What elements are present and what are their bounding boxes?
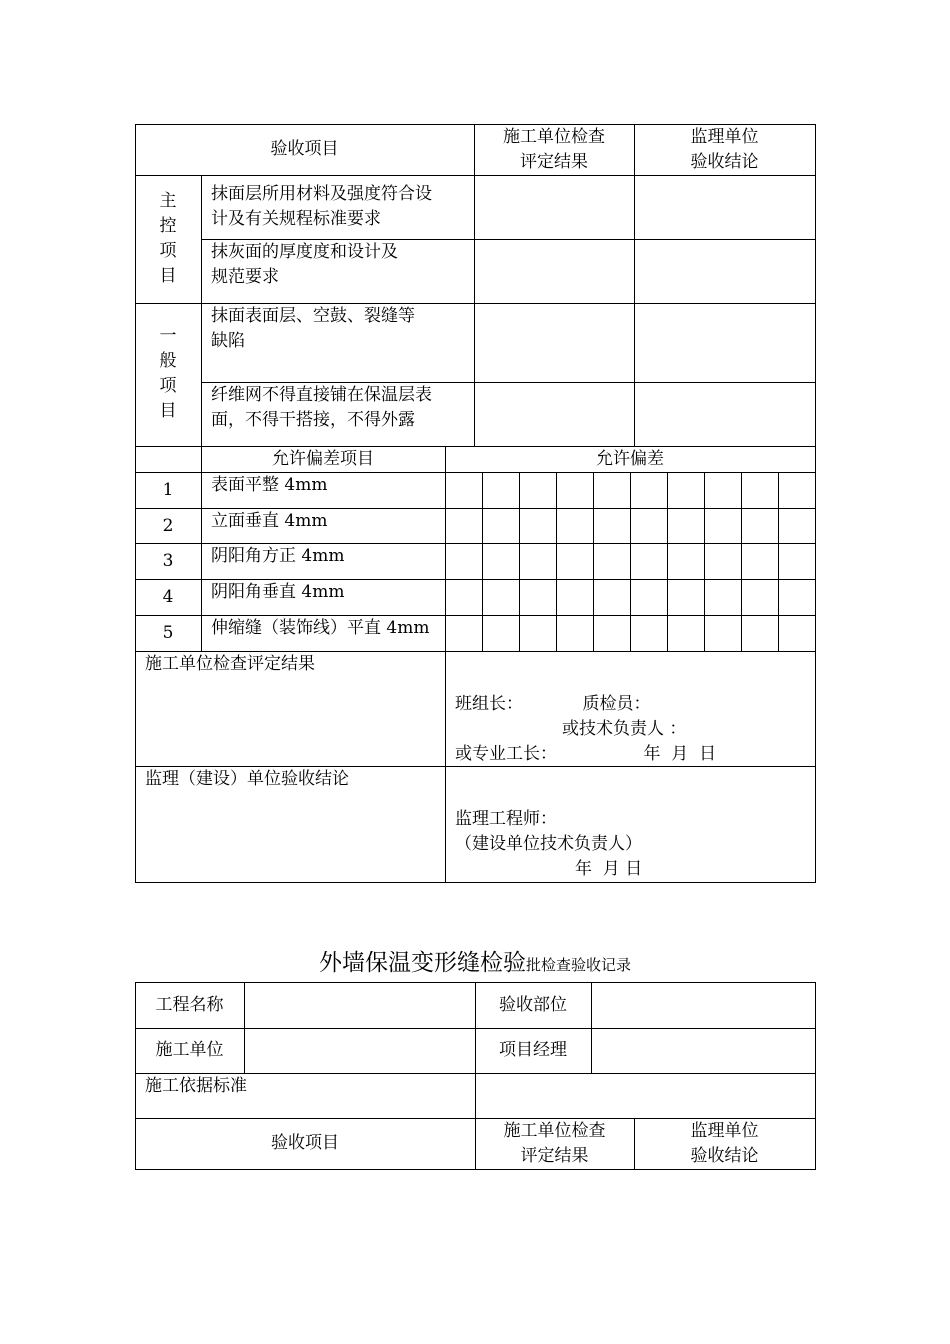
header-contractor-line1: 施工单位检查 (503, 127, 605, 147)
general-label-char: 一 (159, 326, 177, 346)
contractor-result-line2: 或技术负责人 ： (562, 719, 687, 739)
main-control-item-1-line1: 抹面层所用材料及强度符合设 (211, 184, 432, 204)
supervisor-result-label: 监理（建设）单位验收结论 (145, 769, 349, 789)
main-control-item-2-line2: 规范要求 (211, 267, 279, 287)
general-label-char: 项 (159, 376, 177, 396)
main-control-label-char: 项 (159, 241, 177, 261)
deviation-row-no: 4 (162, 587, 174, 607)
header-contractor-line2: 评定结果 (520, 1146, 589, 1166)
supervisor-result-line1: 监理工程师： (455, 809, 557, 829)
main-control-label-char: 控 (159, 216, 177, 236)
general-item-2-line1: 纤维网不得直接铺在保温层表 (211, 385, 432, 405)
deviation-row-item: 表面平整 4mm (211, 475, 328, 495)
general-label-char: 目 (159, 401, 177, 421)
supervisor-result-line3: 年 月 日 (575, 859, 643, 879)
construction-standard-label: 施工依据标准 (145, 1076, 247, 1096)
header-contractor-line1: 施工单位检查 (503, 1121, 606, 1141)
contractor-result-label: 施工单位检查评定结果 (145, 654, 315, 674)
main-control-item-1-line2: 计及有关规程标准要求 (211, 209, 381, 229)
header-item: 验收项目 (271, 1133, 339, 1153)
general-label-char: 般 (159, 351, 177, 371)
deviation-row-no: 3 (162, 551, 174, 571)
deviation-row-no: 2 (162, 516, 174, 536)
header-supervisor-line2: 验收结论 (690, 152, 759, 172)
acceptance-part-label: 验收部位 (499, 995, 567, 1015)
header-item: 验收项目 (270, 139, 339, 159)
header-supervisor-line1: 监理单位 (690, 1121, 759, 1141)
deviation-row-item: 伸缩缝（装饰线）平直 4mm (211, 618, 430, 638)
main-control-item-2-line1: 抹灰面的厚度度和设计及 (211, 242, 398, 262)
deviation-row-item: 立面垂直 4mm (211, 511, 328, 531)
project-manager-label: 项目经理 (499, 1040, 567, 1060)
project-name-label: 工程名称 (155, 995, 224, 1015)
contractor-result-line3: 或专业工长： 年 月 日 (455, 744, 717, 764)
header-contractor-line2: 评定结果 (520, 152, 588, 172)
deviation-row-no: 1 (162, 480, 174, 500)
supervisor-result-line2: （建设单位技术负责人） (455, 834, 642, 854)
general-item-2-line2: 面，不得干搭接，不得外露 (211, 410, 415, 430)
main-control-label-char: 目 (159, 266, 177, 286)
deviation-row-item: 阴阳角垂直 4mm (211, 582, 345, 602)
record-title-main: 外墙保温变形缝检验 (318, 950, 526, 976)
contractor-label: 施工单位 (155, 1040, 224, 1060)
contractor-result-line1: 班组长： 质检员： (455, 694, 651, 714)
header-supervisor-line1: 监理单位 (690, 127, 759, 147)
main-control-label-char: 主 (159, 191, 177, 211)
deviation-row-no: 5 (162, 623, 174, 643)
record-title-sub: 批检查验收记录 (525, 956, 631, 974)
general-item-1-line1: 抹面表面层、空鼓、裂缝等 (211, 306, 415, 326)
deviation-row-item: 阴阳角方正 4mm (211, 546, 345, 566)
deviation-item-header: 允许偏差项目 (272, 449, 374, 469)
header-supervisor-line2: 验收结论 (690, 1146, 759, 1166)
deviation-value-header: 允许偏差 (596, 449, 664, 469)
general-item-1-line2: 缺陷 (211, 331, 245, 351)
record-title (0, 944, 950, 977)
